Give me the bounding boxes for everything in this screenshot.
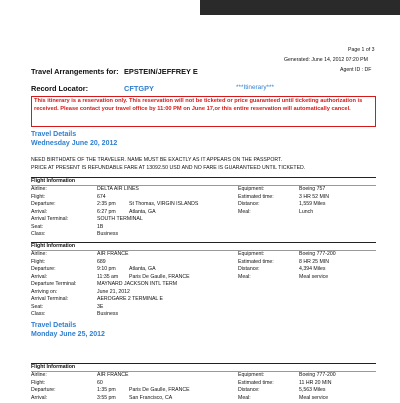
field-value: 3E (97, 303, 104, 310)
generated-timestamp: Generated: June 14, 2012 07:20 PM (284, 57, 368, 63)
page-number: Page 1 of 3 (348, 47, 375, 53)
field-label: Arriving on: (31, 288, 58, 295)
field-label: Flight: (31, 258, 46, 265)
field-label: Meal: (238, 208, 251, 215)
field-label: Arrival: (31, 394, 48, 401)
traveler-name: EPSTEIN/JEFFREY E (124, 67, 198, 76)
reservation-notice: This itinerary is a reservation only. This reservation will not be ticketed or price guaranteed until ticketing authorization is received. Please contact your travel office by 11:00 PM on June 17,or this entire reservation will automatically cancel. (31, 96, 376, 127)
field-value: Boeing 757 (299, 186, 326, 192)
divider (31, 363, 376, 364)
section2-date: Monday June 25, 2012 (31, 331, 105, 338)
field-value: 3:55 pm (97, 394, 116, 401)
top-bar (0, 0, 400, 15)
field-value: Boeing 777-200 (299, 251, 336, 257)
field-value: AIR FRANCE (97, 251, 129, 257)
field-value: 9:10 pm (97, 266, 116, 272)
field-city: St Thomas, VIRGIN ISLANDS (129, 201, 199, 207)
field-value: AEROGARE 2 TERMINAL E (97, 296, 164, 302)
field-value: 689 (97, 258, 106, 265)
field-value: Business (97, 311, 119, 317)
field-label: Seat: (31, 303, 44, 310)
flight2-header: Flight Information (31, 243, 76, 249)
flight-row (31, 231, 376, 239)
flight-row (31, 311, 376, 319)
field-value: 3 HR 52 MIN (299, 193, 329, 200)
field-value: 11:35 am (97, 273, 119, 280)
field-label: Arrival Terminal: (31, 216, 69, 222)
field-label: Estimated time: (238, 258, 274, 265)
divider (31, 242, 376, 243)
field-label: Arrival Terminal: (31, 296, 69, 302)
field-value: Meal service (299, 394, 329, 401)
section1-date: Wednesday June 20, 2012 (31, 140, 118, 147)
field-value: DELTA AIR LINES (97, 186, 139, 192)
field-value: Lunch (299, 208, 314, 215)
field-value: 8 HR 25 MIN (299, 258, 329, 265)
agent-id: Agent ID : DF (340, 67, 372, 73)
field-value: 6:27 pm (97, 208, 116, 215)
field-value: 1B (97, 223, 104, 230)
section1-title: Travel Details (31, 131, 77, 138)
remark-line: NEED BIRTHDATE OF THE TRAVELER. NAME MUST BE EXACTLY AS IT APPEARS ON THE PASSPORT. (31, 157, 283, 163)
field-label: Equipment: (238, 186, 265, 192)
field-value: 1:35 pm (97, 387, 116, 393)
field-value: 674 (97, 193, 106, 200)
field-label: Meal: (238, 394, 251, 401)
field-label: Meal: (238, 273, 251, 280)
field-label: Class: (31, 231, 46, 237)
field-label: Equipment: (238, 251, 265, 257)
field-value: Meal service (299, 273, 329, 280)
field-value: Boeing 777-200 (299, 372, 336, 378)
field-label: Flight: (31, 193, 46, 200)
field-label: Seat: (31, 223, 44, 230)
field-label: Estimated time: (238, 379, 274, 386)
field-label: Distance: (238, 387, 260, 393)
field-label: Airline: (31, 186, 47, 192)
field-label: Estimated time: (238, 193, 274, 200)
field-label: Arrival: (31, 273, 48, 280)
field-label: Airline: (31, 251, 47, 257)
flight1-header: Flight Information (31, 178, 76, 184)
field-label: Departure: (31, 201, 56, 207)
field-value: June 21, 2012 (97, 288, 130, 295)
field-value: AIR FRANCE (97, 372, 129, 378)
field-label: Departure Terminal: (31, 281, 77, 287)
field-value: 4,394 Miles (299, 266, 326, 272)
field-label: Arrival: (31, 208, 48, 215)
field-value: MAYNARD JACKSON INTL TERM (97, 281, 178, 287)
field-label: Distance: (238, 266, 260, 272)
flight3-header: Flight Information (31, 364, 76, 370)
divider (31, 177, 376, 178)
field-value: 5,563 Miles (299, 387, 326, 393)
remark-line: PRICE AT PRESENT IS REFUNDABLE FARE AT 13092.50 USD AND NO FARE IS GUARANTEED UNTIL TICKETED. (31, 165, 306, 171)
field-city: Atlanta, GA (129, 266, 156, 272)
flight-row (31, 395, 376, 403)
field-label: Flight: (31, 379, 46, 386)
field-city: Atlanta, GA (129, 208, 156, 215)
field-label: Departure: (31, 266, 56, 272)
field-value: 60 (97, 379, 103, 386)
field-label: Equipment: (238, 372, 265, 378)
record-locator-value: CFTGPY (124, 84, 154, 93)
field-value: 2:35 pm (97, 201, 116, 207)
travel-arrangements-label: Travel Arrangements for: (31, 67, 119, 76)
field-label: Airline: (31, 372, 47, 378)
field-value: SOUTH TERMINAL (97, 216, 143, 222)
field-city: Paris De Gaulle, FRANCE (129, 387, 190, 393)
top-bar-dark-band (200, 0, 400, 15)
record-locator-label: Record Locator: (31, 84, 89, 93)
field-value: 1,559 Miles (299, 201, 326, 207)
field-label: Departure: (31, 387, 56, 393)
field-city: San Francisco, CA (129, 394, 173, 401)
field-value: Business (97, 231, 119, 237)
field-city: Paris De Gaulle, FRANCE (129, 273, 190, 280)
field-label: Distance: (238, 201, 260, 207)
section2-title: Travel Details (31, 322, 77, 329)
field-label: Class: (31, 311, 46, 317)
itinerary-label: ***Itinerary*** (236, 84, 275, 91)
field-value: 11 HR 20 MIN (299, 379, 332, 386)
